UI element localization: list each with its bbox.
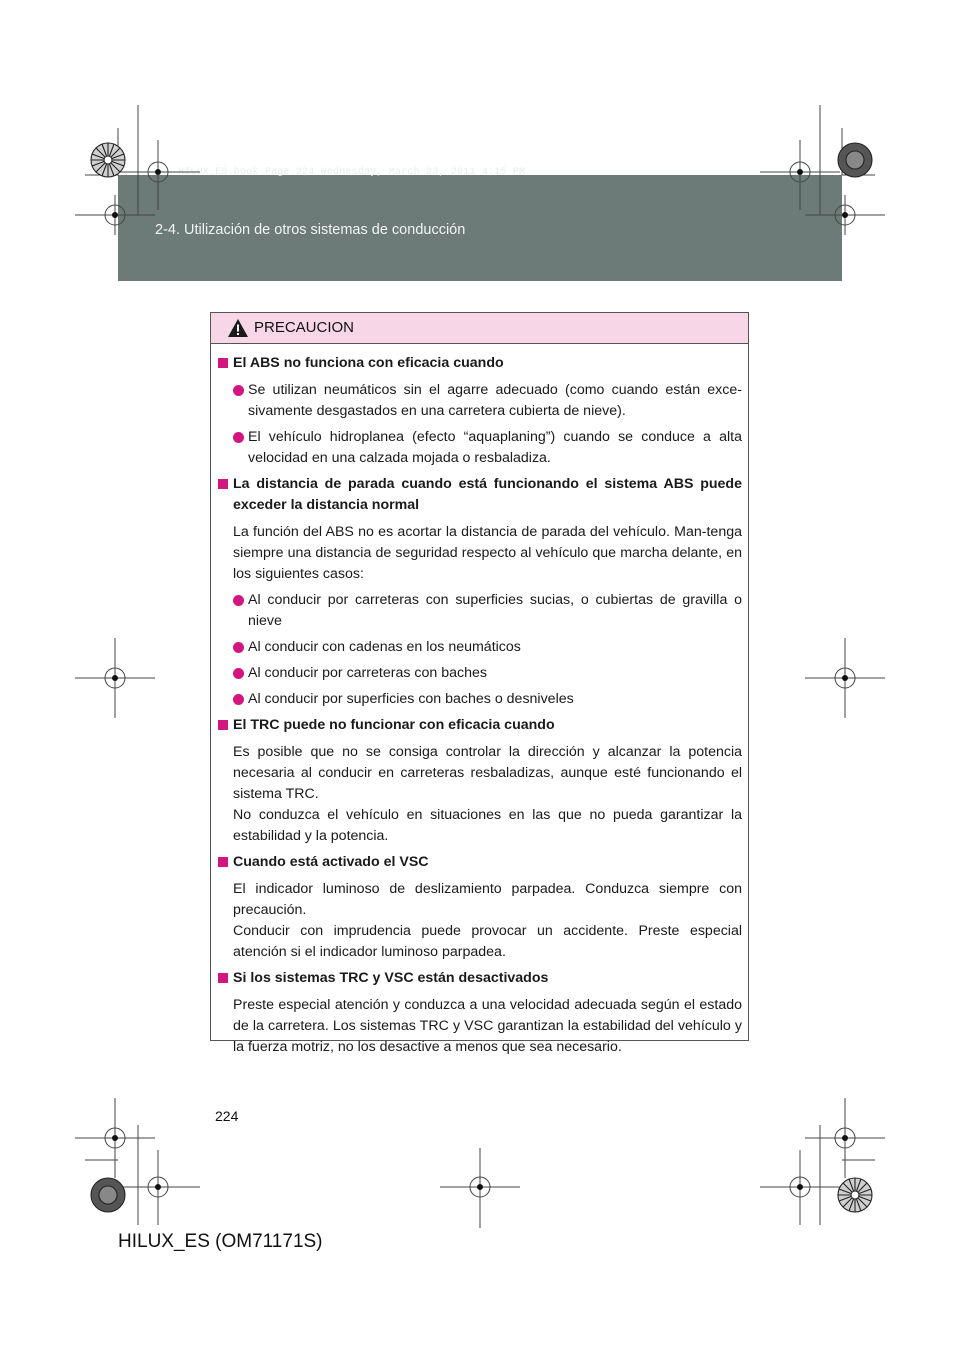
circle-bullet-icon [233, 385, 244, 396]
warning-text: El vehículo hidroplanea (efecto “aquaplaning”) cuando se conduce a alta velocidad en una calzada mojada o resbaladiza. [248, 429, 742, 466]
warning-text: Al conducir con cadenas en los neumáticos [248, 639, 521, 655]
square-bullet-icon [218, 358, 228, 368]
warning-paragraph [217, 522, 742, 585]
warning-bullet [217, 689, 742, 710]
circle-bullet-icon [233, 668, 244, 679]
warning-text: Se utilizan neumáticos sin el agarre adecuado (como cuando están exce-sivamente desgastados en una carretera cubierta de nieve). [248, 382, 742, 419]
square-bullet-icon [218, 479, 228, 489]
book-stamp: HILUX_ES.book Page 224 Wednesday, March 23, 2011 4:15 PM [178, 167, 526, 178]
square-bullet-icon [218, 857, 228, 867]
circle-bullet-icon [233, 432, 244, 443]
warning-text: Al conducir por carreteras con superficies sucias, o cubiertas de gravilla o nieve [248, 592, 742, 629]
warning-triangle-icon [227, 318, 249, 338]
warning-text: Es posible que no se consiga controlar la dirección y alcanzar la potencia necesaria al conducir en carreteras resbaladizas, aunque esté funcionando el sistema TRC. No conduzca el vehículo en situaciones en las que no pueda garantizar la estabilidad y la potencia. [233, 744, 742, 844]
warning-text: Si los sistemas TRC y VSC están desactivados [233, 970, 549, 986]
warning-box [210, 312, 749, 1055]
warning-text: Al conducir por carreteras con baches [248, 665, 487, 681]
square-bullet-icon [218, 973, 228, 983]
warning-text: El ABS no funciona con eficacia cuando [233, 355, 504, 371]
warning-paragraph [217, 742, 742, 847]
warning-bullet [217, 663, 742, 684]
warning-heading [217, 968, 742, 989]
page-number: 224 [215, 1108, 239, 1124]
warning-text: El indicador luminoso de deslizamiento parpadea. Conduzca siempre con precaución. Conducir con imprudencia puede provocar un accidente. Preste especial atención si el indicador luminoso parpadea. [233, 881, 742, 960]
warning-heading [217, 474, 742, 516]
section-title: 2-4. Utilización de otros sistemas de conducción [155, 222, 466, 238]
warning-bullet [217, 590, 742, 632]
warning-bullet [217, 427, 742, 469]
warning-text: La distancia de parada cuando está funcionando el sistema ABS puede exceder la distancia normal [233, 476, 742, 513]
warning-bullet [217, 380, 742, 422]
circle-bullet-icon [233, 642, 244, 653]
warning-paragraph [217, 879, 742, 963]
warning-bullet [217, 637, 742, 658]
warning-heading [217, 353, 742, 374]
warning-paragraph [217, 995, 742, 1058]
warning-header [211, 313, 748, 344]
warning-heading [217, 715, 742, 736]
square-bullet-icon [218, 720, 228, 730]
warning-title: PRECAUCION [254, 319, 355, 336]
circle-bullet-icon [233, 694, 244, 705]
circle-bullet-icon [233, 595, 244, 606]
warning-text: Al conducir por superficies con baches o desniveles [248, 691, 574, 707]
warning-text: Preste especial atención y conduzca a una velocidad adecuada según el estado de la carretera. Los sistemas TRC y VSC garantizan la estabilidad del vehículo y la fuerza motriz, no los desactive a menos que sea necesario. [233, 997, 742, 1055]
footer-code: HILUX_ES (OM71171S) [118, 1231, 323, 1252]
warning-heading [217, 852, 742, 873]
warning-text: Cuando está activado el VSC [233, 854, 429, 870]
warning-text: La función del ABS no es acortar la distancia de parada del vehículo. Man-tenga siempre una distancia de seguridad respecto al vehículo que marcha delante, en los siguientes casos: [233, 524, 742, 582]
warning-text: El TRC puede no funcionar con eficacia cuando [233, 717, 555, 733]
warning-body [211, 344, 748, 1058]
